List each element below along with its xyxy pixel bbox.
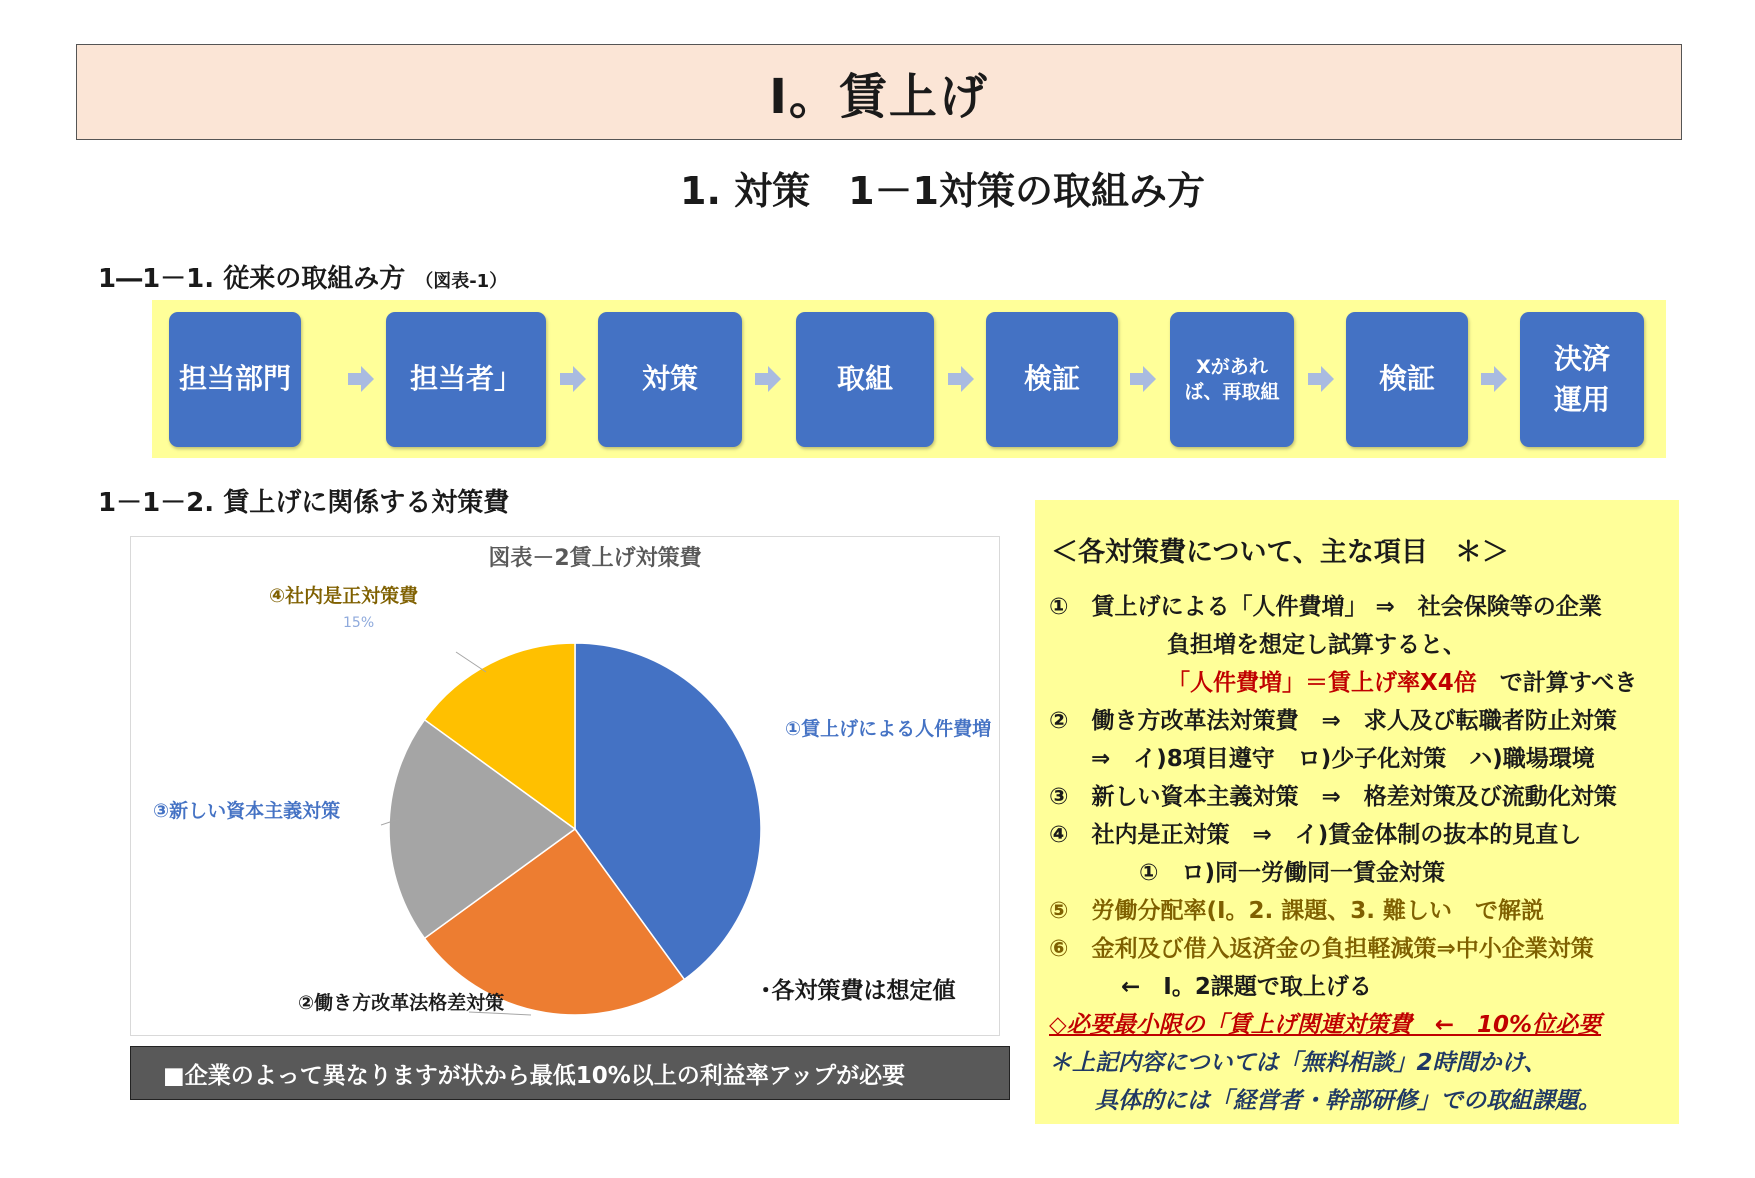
section-heading-2: 1－1－2. 賃上げに関係する対策費 xyxy=(98,488,510,518)
panel-line-11: ← Ⅰ。2課題で取上げる xyxy=(1121,974,1372,1000)
panel-line-8: ① ロ)同一労働同一賃金対策 xyxy=(1139,860,1445,886)
section-heading-1-note: （図表-1） xyxy=(415,271,508,292)
bottom-banner: ■企業のよって異なりますが状から最低10%以上の利益率アップが必要 xyxy=(130,1046,1010,1100)
flow-step-2: 担当者」 xyxy=(386,312,546,447)
pie-percent-label: 15% xyxy=(343,615,375,631)
panel-line-3-rest: で計算すべき xyxy=(1476,670,1638,696)
flow-step-6: Xがあれ ば、再取組 xyxy=(1170,312,1294,447)
page-title: Ⅰ。賃上げ xyxy=(76,44,1682,140)
flow-step-3: 対策 xyxy=(598,312,742,447)
panel-line-2-text: 負担増を想定し試算すると、 xyxy=(1167,632,1466,658)
page-subtitle: 1. 対策 1－1対策の取組み方 xyxy=(680,169,1205,213)
arrow-right-icon xyxy=(1308,366,1334,392)
arrow-right-icon xyxy=(1481,366,1507,392)
arrow-right-icon xyxy=(348,366,374,392)
panel-line-13: ＊上記内容については「無料相談」2時間かけ、 xyxy=(1049,1050,1547,1076)
arrow-right-icon xyxy=(1130,366,1156,392)
pie-chart-frame xyxy=(130,536,1000,1036)
chart-title: 図表－2賃上げ対策費 xyxy=(488,546,702,571)
panel-line-2 xyxy=(1167,626,1466,659)
pie-chart xyxy=(131,537,1001,1037)
pie-label-2: ②働き方改革法格差対策 xyxy=(298,992,505,1014)
panel-line-4: ② 働き方改革法対策費 ⇒ 求人及び転職者防止対策 xyxy=(1049,708,1617,734)
flow-step-1: 担当部門 xyxy=(169,312,301,447)
flow-step-4: 取組 xyxy=(796,312,934,447)
panel-line-7: ④ 社内是正対策 ⇒ イ)賃金体制の抜本的見直し xyxy=(1049,822,1582,848)
pie-label-4: ④社内是正対策費 xyxy=(269,585,419,607)
panel-line-9: ⑤ 労働分配率(Ⅰ。2. 課題、3. 難しい で解説 xyxy=(1049,898,1545,924)
notes-panel xyxy=(1035,500,1679,1124)
flow-diagram xyxy=(152,300,1666,458)
chart-note: ･各対策費は想定値 xyxy=(760,978,956,1004)
arrow-right-icon xyxy=(755,366,781,392)
section-heading-1-text: 1―1－1. 従来の取組み方 xyxy=(98,264,406,294)
flow-step-8: 決済 運用 xyxy=(1520,312,1644,447)
panel-line-1: ① 賃上げによる「人件費増」 ⇒ 社会保険等の企業 xyxy=(1049,594,1602,620)
panel-line-14: 具体的には「経営者・幹部研修」での取組課題。 xyxy=(1095,1088,1601,1114)
panel-line-10: ⑥ 金利及び借入返済金の負担軽減策⇒中小企業対策 xyxy=(1049,936,1594,962)
arrow-right-icon xyxy=(560,366,586,392)
flow-step-7: 検証 xyxy=(1346,312,1468,447)
panel-line-12: ◇必要最小限の「賃上げ関連対策費 ← 10%位必要 xyxy=(1049,1012,1602,1038)
notes-panel-title: ＜各対策費について、主な項目 ＊＞ xyxy=(1051,537,1509,568)
panel-line-3 xyxy=(1167,664,1637,697)
panel-line-6: ③ 新しい資本主義対策 ⇒ 格差対策及び流動化対策 xyxy=(1049,784,1617,810)
section-heading-1 xyxy=(98,258,507,295)
leader-line-4 xyxy=(456,652,486,672)
arrow-right-icon xyxy=(948,366,974,392)
pie-label-3: ③新しい資本主義対策 xyxy=(153,800,341,822)
panel-line-3-formula: 「人件費増」＝賃上げ率X4倍 xyxy=(1167,670,1477,696)
pie-label-1: ①賃上げによる人件費増 xyxy=(785,718,992,740)
flow-step-5: 検証 xyxy=(986,312,1118,447)
panel-line-5: ⇒ イ)8項目遵守 ロ)少子化対策 ハ)職場環境 xyxy=(1091,746,1595,772)
